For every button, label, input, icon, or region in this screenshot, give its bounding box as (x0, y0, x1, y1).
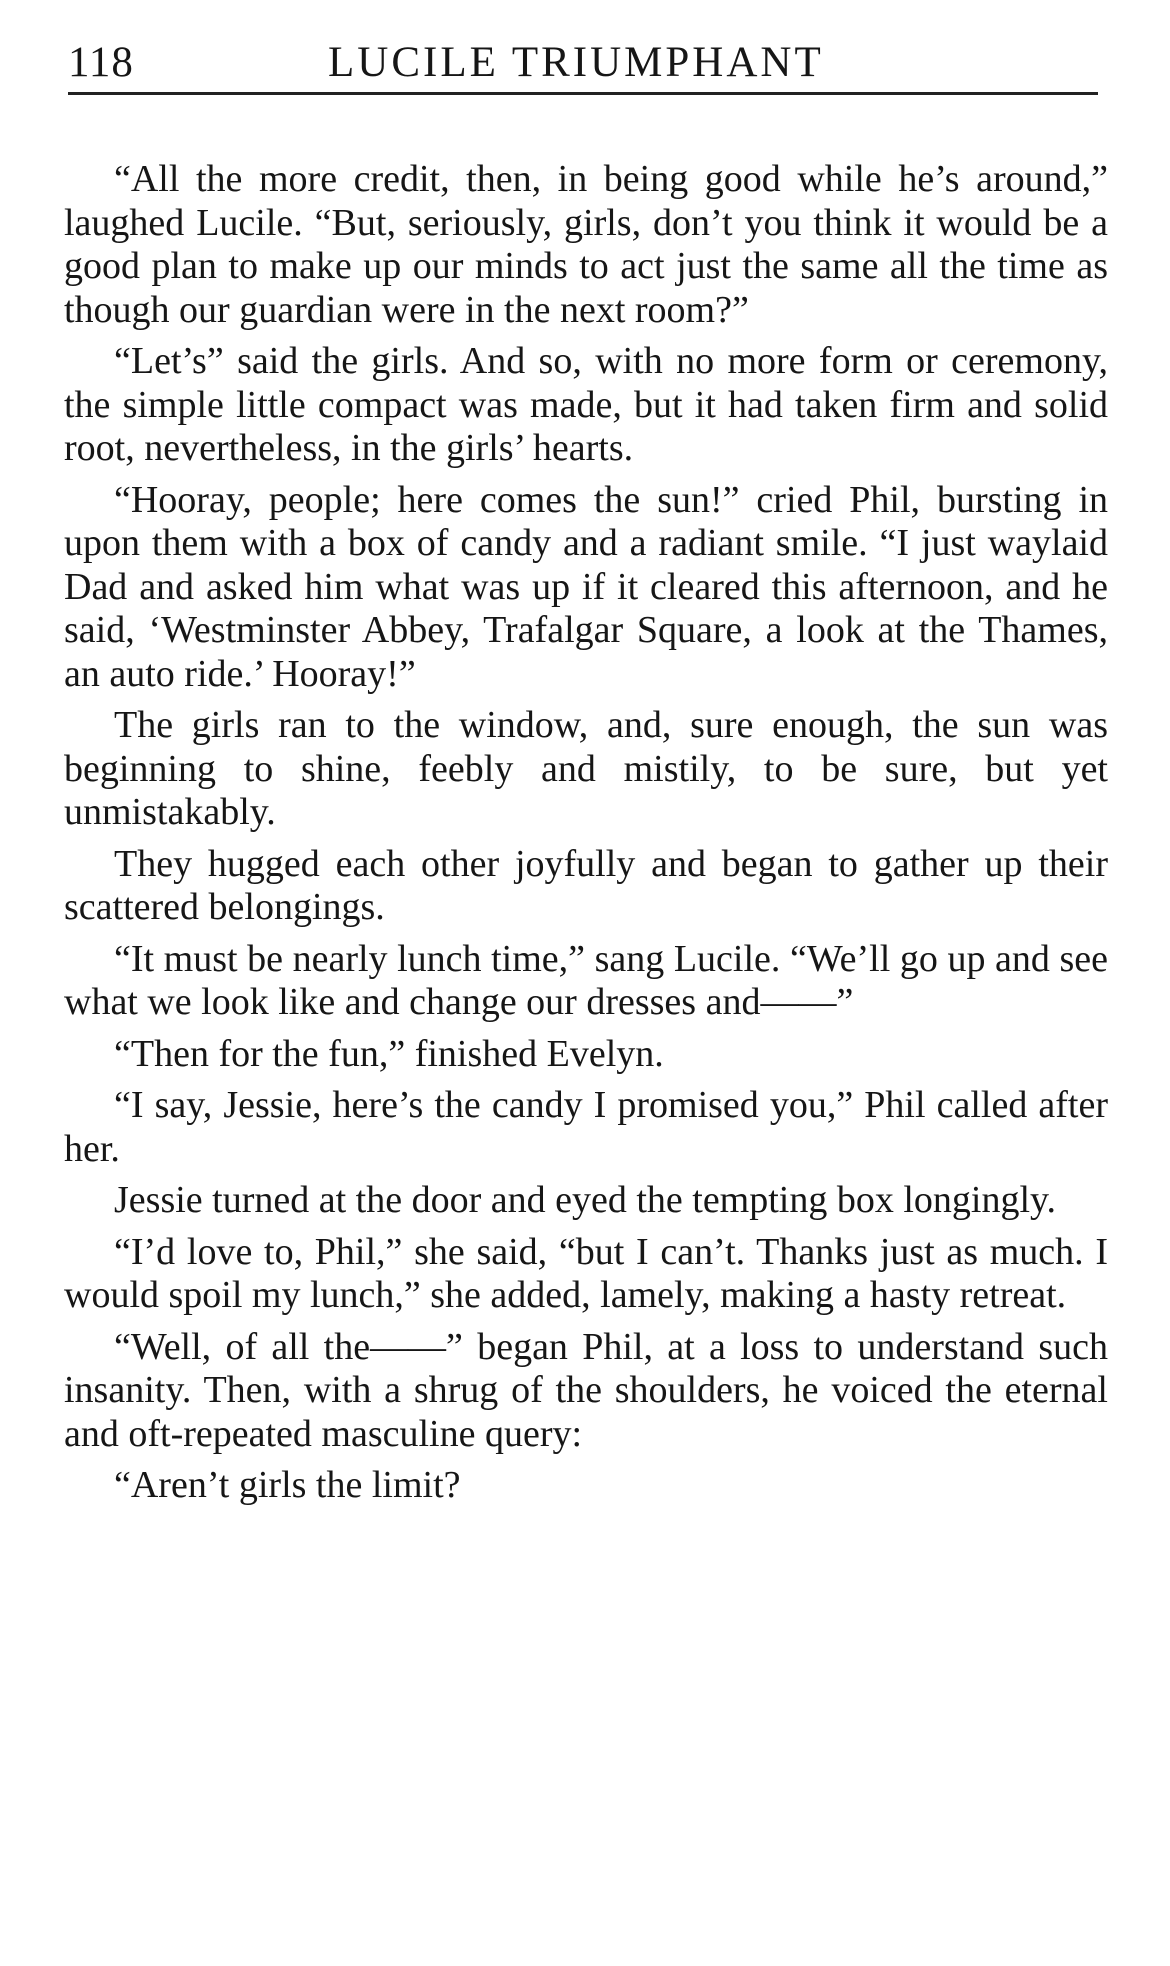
paragraph: “Let’s” said the girls. And so, with no more form or ceremony, the simple little compact was made, but it had taken firm and solid root, nevertheless, in the girls’ hearts. (64, 340, 1108, 469)
paragraph: “I say, Jessie, here’s the candy I promised you,” Phil called after her. (64, 1084, 1108, 1170)
running-title: LUCILE TRIUMPHANT (328, 39, 824, 86)
paragraph: “Hooray, people; here comes the sun!” cried Phil, bursting in upon them with a box of candy and a radiant smile. “I just waylaid Dad and asked him what was up if it cleared this afternoon, and he said, ‘Westminster Abbey, Trafalgar Square, a look at the Thames, an auto ride.’ Hooray!” (64, 478, 1108, 695)
paragraph: “Then for the fun,” finished Evelyn. (114, 1032, 664, 1075)
paragraph: The girls ran to the window, and, sure enough, the sun was beginning to shine, feebly and mistily, to be sure, but yet unmistakably. (64, 704, 1108, 833)
paragraph: “Well, of all the——” began Phil, at a loss to understand such insanity. Then, with a shrug of the shoulders, he voiced the eternal and oft-repeated masculine query: (64, 1325, 1108, 1455)
paragraph: “I’d love to, Phil,” she said, “but I can’t. Thanks just as much. I would spoil my lunch,” she added, lamely, making a hasty retreat. (64, 1230, 1108, 1316)
paragraph: “It must be nearly lunch time,” sang Lucile. “We’ll go up and see what we look like and change our dresses and——” (64, 937, 1108, 1023)
paragraph: They hugged each other joyfully and began to gather up their scattered belongings. (64, 842, 1108, 928)
body-text (64, 158, 1108, 1516)
page-number: 118 (68, 39, 134, 86)
paragraph: Jessie turned at the door and eyed the tempting box longingly. (114, 1179, 1057, 1221)
paragraph: “All the more credit, then, in being good while he’s around,” laughed Lucile. “But, seriously, girls, don’t you think it would be a good plan to make up our minds to act just the same all the time as though our guardian were in the next room?” (64, 158, 1108, 331)
paragraph: “Aren’t girls the limit? (114, 1464, 461, 1506)
page-header (68, 36, 1098, 95)
